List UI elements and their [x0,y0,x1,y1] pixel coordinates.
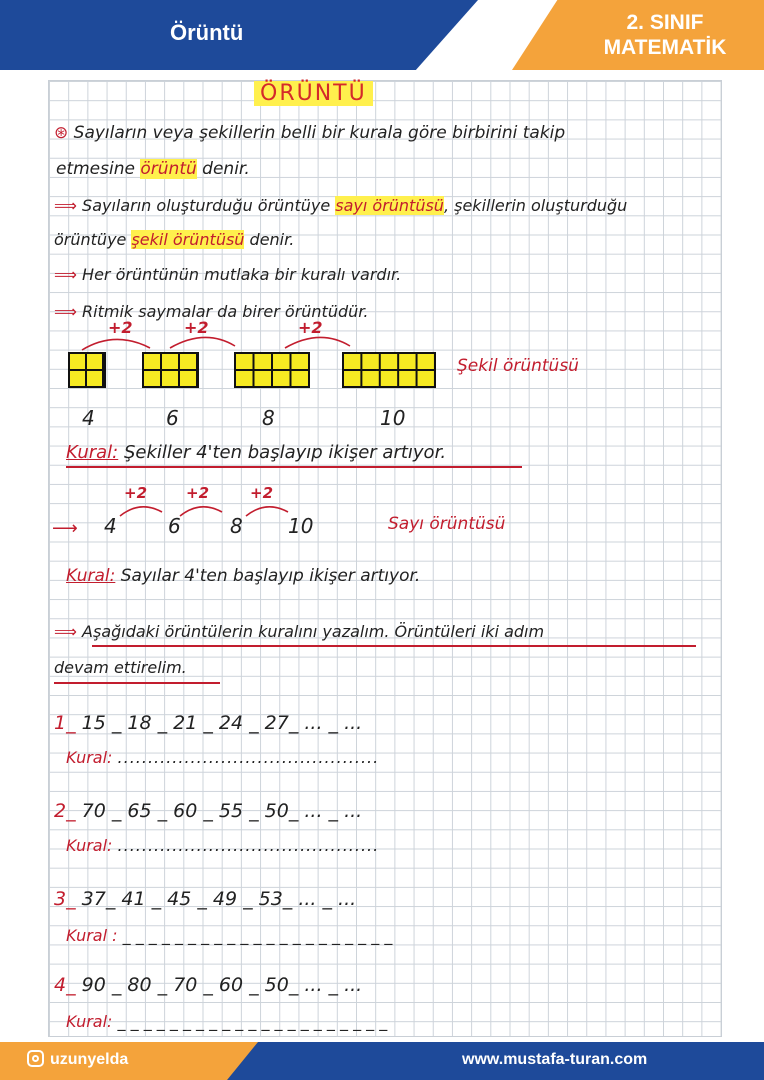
shape-number-1: 4 [82,406,95,430]
exercise-1-sequence: 15 _ 18 _ 21 _ 24 _ 27_ ... _ ... [81,712,363,734]
definition-text-2b: , şekillerin oluşturduğu [443,196,628,215]
exercise-4-sequence: 90 _ 80 _ 70 _ 60 _ 50_ ... _ ... [81,974,363,996]
definition-text-2a: Sayıların oluşturduğu örüntüye [82,196,331,215]
point-text-2: Ritmik saymalar da birer örüntüdür. [82,302,369,321]
exercise-2-rule-blank: ........................................... [117,836,380,855]
arrow-icon: ⟹ [54,265,77,284]
exercise-4-rule-label: Kural: [66,1012,113,1031]
exercise-1-rule-blank: ........................................... [117,748,380,767]
exercise-2 [54,800,362,822]
exercise-1-rule-label: Kural: [66,748,113,767]
grade-line2: MATEMATİK [603,36,727,59]
arrow-icon: ⟹ [54,622,77,641]
shape-step-1: +2 [108,318,133,337]
number-step-1: +2 [124,484,148,502]
rule-line-2 [66,566,420,586]
number-seq-2: 6 [168,514,181,538]
exercise-3-rule-label: Kural : [66,926,118,945]
rule-text-1: Şekiller 4'ten başlayıp ikişer artıyor. [123,442,447,463]
task-underline-1 [92,645,696,647]
highlight-sekil-oruntusu: şekil örüntüsü [131,230,245,249]
exercise-1 [54,712,362,734]
definition-text-2d: denir. [249,230,295,249]
definition-text-1c: denir. [202,159,250,179]
exercise-2-sequence: 70 _ 65 _ 60 _ 55 _ 50_ ... _ ... [81,800,363,822]
arrow-icon: ⟹ [54,302,77,321]
shape-number-2: 6 [166,406,179,430]
number-seq-1: 4 [104,514,117,538]
point-line-1 [54,265,401,284]
number-seq-3: 8 [230,514,243,538]
shape-number-3: 8 [262,406,275,430]
website-link[interactable]: www.mustafa-turan.com [462,1051,648,1068]
task-line-1 [54,622,544,641]
number-seq-4: 10 [288,514,314,538]
definition-line-3 [54,196,627,215]
page-title: Örüntü [170,20,244,45]
shape-number-4: 10 [380,406,406,430]
num-arc-2 [180,507,222,516]
arrow-icon: ⟶ [52,518,78,539]
grade-label [580,10,750,60]
step-arc-1 [82,339,150,350]
exercise-2-rule-label: Kural: [66,836,113,855]
arrow-icon: ⟹ [54,196,77,215]
definition-line-4 [54,230,294,249]
highlight-sayi-oruntusu: sayı örüntüsü [335,196,444,215]
num-arc-1 [120,507,162,516]
shape-block-6 [142,352,199,388]
worksheet-heading: ÖRÜNTÜ [254,81,373,106]
definition-text-1a: Sayıların veya şekillerin belli bir kurala göre birbirini takip [73,123,566,143]
instagram-icon [27,1050,44,1067]
step-arc-3 [285,337,350,348]
shape-step-2: +2 [184,318,209,337]
exercise-4-number: 4_ [54,974,76,996]
definition-text-2c: örüntüye [54,230,127,249]
task-text-1: Aşağıdaki örüntülerin kuralını yazalım. Örüntüleri iki adım [82,622,545,641]
highlight-oruntu: örüntü [140,159,197,179]
star-bullet-icon: ⊛ [54,123,69,143]
rule-underline-1 [66,466,522,468]
exercise-4 [54,974,362,996]
shape-block-10 [342,352,436,388]
shape-pattern-label: Şekil örüntüsü [457,356,579,376]
definition-line-2 [56,159,250,179]
exercise-3-number: 3_ [54,888,76,910]
shape-block-4 [68,352,106,388]
exercise-2-number: 2_ [54,800,76,822]
num-arc-3 [246,507,288,516]
number-step-3: +2 [250,484,274,502]
shape-step-3: +2 [298,318,323,337]
grade-line1: 2. SINIF [626,11,704,34]
rule-line-1 [66,442,446,463]
exercise-1-number: 1_ [54,712,76,734]
exercise-1-rule [66,748,379,767]
task-underline-2 [54,682,220,684]
exercise-2-rule [66,836,379,855]
rule-text-2: Sayılar 4'ten başlayıp ikişer artıyor. [120,566,421,586]
shape-block-8 [234,352,310,388]
instagram-handle[interactable]: uzunyelda [50,1051,129,1068]
exercise-4-rule-blank: _ _ _ _ _ _ _ _ _ _ _ _ _ _ _ _ _ _ _ _ _ [117,1012,388,1031]
rule-label-1: Kural: [66,442,119,463]
exercise-4-rule [66,1012,387,1031]
exercise-3 [54,888,356,910]
point-text-1: Her örüntünün mutlaka bir kuralı vardır. [82,265,402,284]
exercise-3-rule-blank: _ _ _ _ _ _ _ _ _ _ _ _ _ _ _ _ _ _ _ _ _ [122,926,393,945]
exercise-3-sequence: 37_ 41 _ 45 _ 49 _ 53_ ... _ ... [81,888,357,910]
rule-label-2: Kural: [66,566,116,586]
definition-text-1b: etmesine [56,159,135,179]
step-arc-2 [170,337,235,348]
task-text-2: devam ettirelim. [54,658,187,677]
exercise-3-rule [66,926,392,945]
number-step-2: +2 [186,484,210,502]
definition-line-1 [54,123,565,143]
number-pattern-label: Sayı örüntüsü [388,514,506,534]
